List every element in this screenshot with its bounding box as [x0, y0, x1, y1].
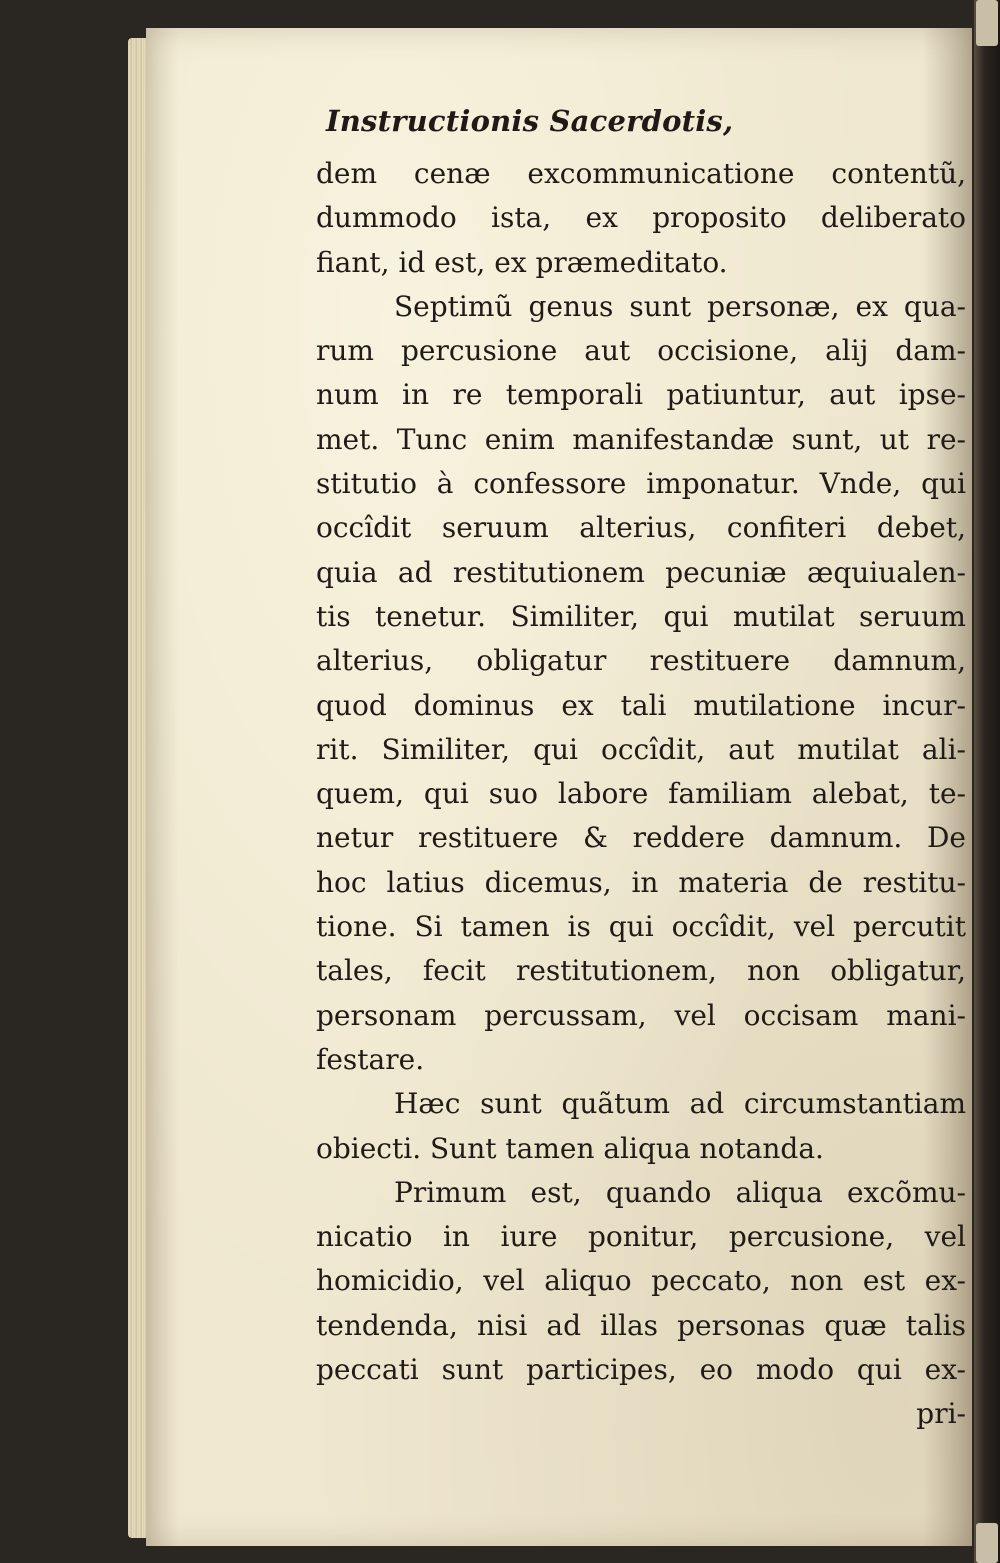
text-line: obiecti. Sunt tamen aliqua notanda. — [316, 1131, 824, 1165]
text-line: dummodo ista, ex proposito deliberato — [316, 201, 966, 235]
text-line: rit. Similiter, qui occîdit, aut mutilat ali- — [316, 732, 966, 766]
text-line: tione. Si tamen is qui occîdit, vel percutit — [316, 910, 966, 944]
text-line: quem, qui suo labore familiam alebat, te- — [316, 777, 966, 811]
binding-cap-top — [976, 0, 998, 46]
text-line: festare. — [316, 1042, 425, 1076]
text-line: homicidio, vel aliquo peccato, non est ex- — [316, 1264, 966, 1298]
text-line: fiant, id est, ex præmeditato. — [316, 245, 728, 279]
text-line: tendenda, nisi ad illas personas quæ talis — [316, 1308, 966, 1342]
text-line: num in re temporali patiuntur, aut ipse- — [316, 378, 966, 412]
text-line: tales, fecit restitutionem, non obligatur, — [316, 954, 966, 988]
text-line: hoc latius dicemus, in materia de restitu- — [316, 865, 966, 899]
running-header: Instructionis Sacerdotis, — [326, 104, 734, 138]
text-line: met. Tunc enim manifestandæ sunt, ut re- — [316, 422, 966, 456]
text-line: quia ad restitutionem pecuniæ æquiualen- — [316, 555, 966, 589]
text-line: occîdit seruum alterius, confiteri debet, — [316, 511, 966, 545]
catchword: pri- — [916, 1397, 966, 1431]
binding-cap-bottom — [976, 1523, 998, 1563]
text-line: Hæc sunt quãtum ad circumstantiam — [394, 1087, 966, 1121]
text-line: Septimũ genus sunt personæ, ex qua- — [394, 289, 966, 323]
text-line: netur restituere & reddere damnum. De — [316, 821, 966, 855]
text-line: alterius, obligatur restituere damnum, — [316, 644, 966, 678]
text-line: dem cenæ excommunicatione contentũ, — [316, 157, 966, 190]
text-line: personam percussam, vel occisam mani- — [316, 998, 966, 1032]
body-text — [316, 152, 966, 1437]
book-binding — [974, 0, 1000, 1563]
text-line: rum percusione aut occisione, alij dam- — [316, 334, 966, 368]
text-line: Primum est, quando aliqua excõmu- — [394, 1175, 966, 1209]
text-line: stitutio à confessore imponatur. Vnde, qui — [316, 467, 966, 501]
text-line: peccati sunt participes, eo modo qui ex- — [316, 1353, 966, 1387]
text-line: tis tenetur. Similiter, qui mutilat seruum — [316, 599, 966, 633]
text-line: nicatio in iure ponitur, percusione, vel — [316, 1220, 966, 1254]
text-line: quod dominus ex tali mutilatione incur- — [316, 688, 966, 722]
